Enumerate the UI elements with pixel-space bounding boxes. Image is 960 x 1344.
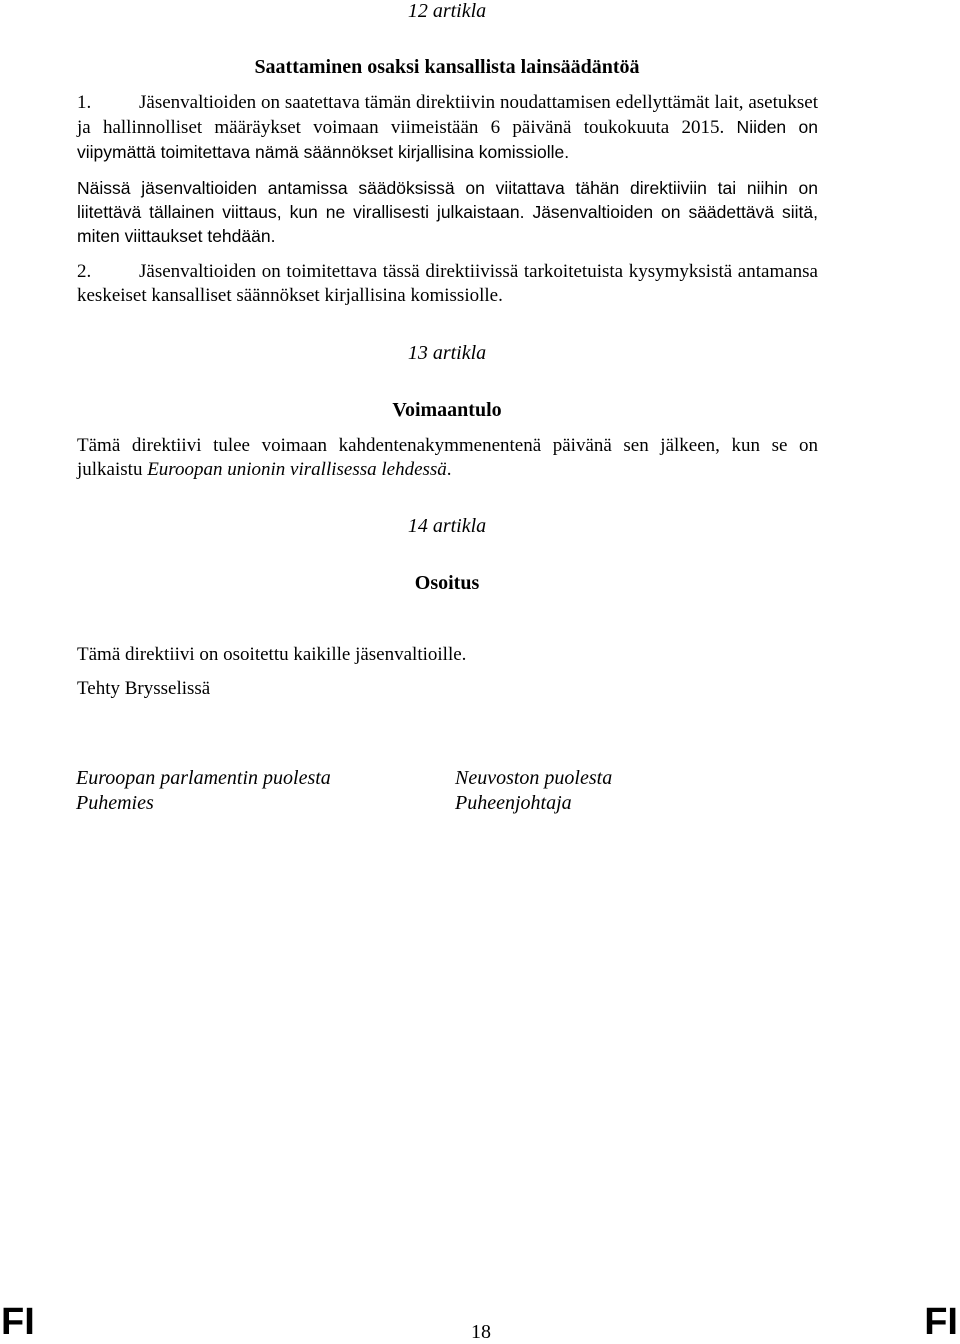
- article-12-number: 12 artikla: [407, 0, 487, 22]
- paragraph-1-continuation: Näissä jäsenvaltioiden antamissa säädöksissä on viitattava tähän direktiiviin tai niihin on liitettävä tällainen viittaus, kun ne virallisesti julkaistaan. Jäsenvaltioiden on säädettävä siitä, miten viittaukset tehdään.: [77, 178, 818, 246]
- article-13-text-a: Tämä direktiivi tulee voimaan kahdentenakymmenentenä päivänä sen jälkeen, kun se on julkaistu: [77, 435, 818, 480]
- article-13-journal-name: Euroopan unionin virallisessa lehdessä: [147, 459, 447, 480]
- article-14-title: Osoitus: [414, 572, 480, 594]
- paragraph-2-body: Jäsenvaltioiden on toimitettava tässä direktiivissä tarkoitetuista kysymyksistä antamansa keskeiset kansalliset säännökset kirjallisina komissiolle.: [77, 261, 818, 306]
- article-12-paragraph-1-continued: [77, 176, 818, 248]
- paragraph-1-text-b: Niiden on viipymättä toimitettava nämä säännökset kirjallisina komissiolle.: [77, 117, 818, 162]
- signature-council-line2: Puheenjohtaja: [455, 792, 572, 814]
- page-number: 18: [471, 1321, 491, 1343]
- footer-language-left: FI: [1, 1301, 35, 1343]
- signature-block-council: [455, 766, 612, 816]
- paragraph-1-text-a: Jäsenvaltioiden on saatettava tämän direktiivin noudattamisen edellyttämät lait, asetukset ja hallinnolliset määräykset voimaan viimeistään 6 päivänä toukokuuta 2015.: [77, 92, 818, 138]
- article-13-text-end: .: [446, 459, 452, 480]
- paragraph-2-text: [77, 260, 818, 308]
- paragraph-2-number: 2.: [77, 261, 92, 282]
- signature-parliament-line1: Euroopan parlamentin puolesta: [76, 767, 331, 789]
- footer-language-right: FI: [924, 1301, 958, 1343]
- article-12-paragraph-1: [77, 91, 818, 165]
- article-13-text: [77, 434, 818, 482]
- paragraph-1-text: [77, 91, 818, 165]
- signature-block-parliament: [76, 766, 331, 816]
- article-13-title: Voimaantulo: [392, 399, 502, 421]
- article-14-text: Tämä direktiivi on osoitettu kaikille jäsenvaltioille.: [77, 644, 467, 665]
- article-12-paragraph-2: [77, 260, 818, 308]
- article-13-number: 13 artikla: [407, 342, 487, 364]
- article-12-title: Saattaminen osaksi kansallista lainsäädäntöä: [254, 56, 640, 78]
- signature-parliament-line2: Puhemies: [76, 792, 154, 814]
- article-13-body: [77, 434, 818, 482]
- signature-council-line1: Neuvoston puolesta: [455, 767, 613, 789]
- done-at-place: Tehty Brysselissä: [77, 678, 211, 699]
- article-14-number: 14 artikla: [407, 515, 487, 537]
- paragraph-1-number: 1.: [77, 92, 92, 113]
